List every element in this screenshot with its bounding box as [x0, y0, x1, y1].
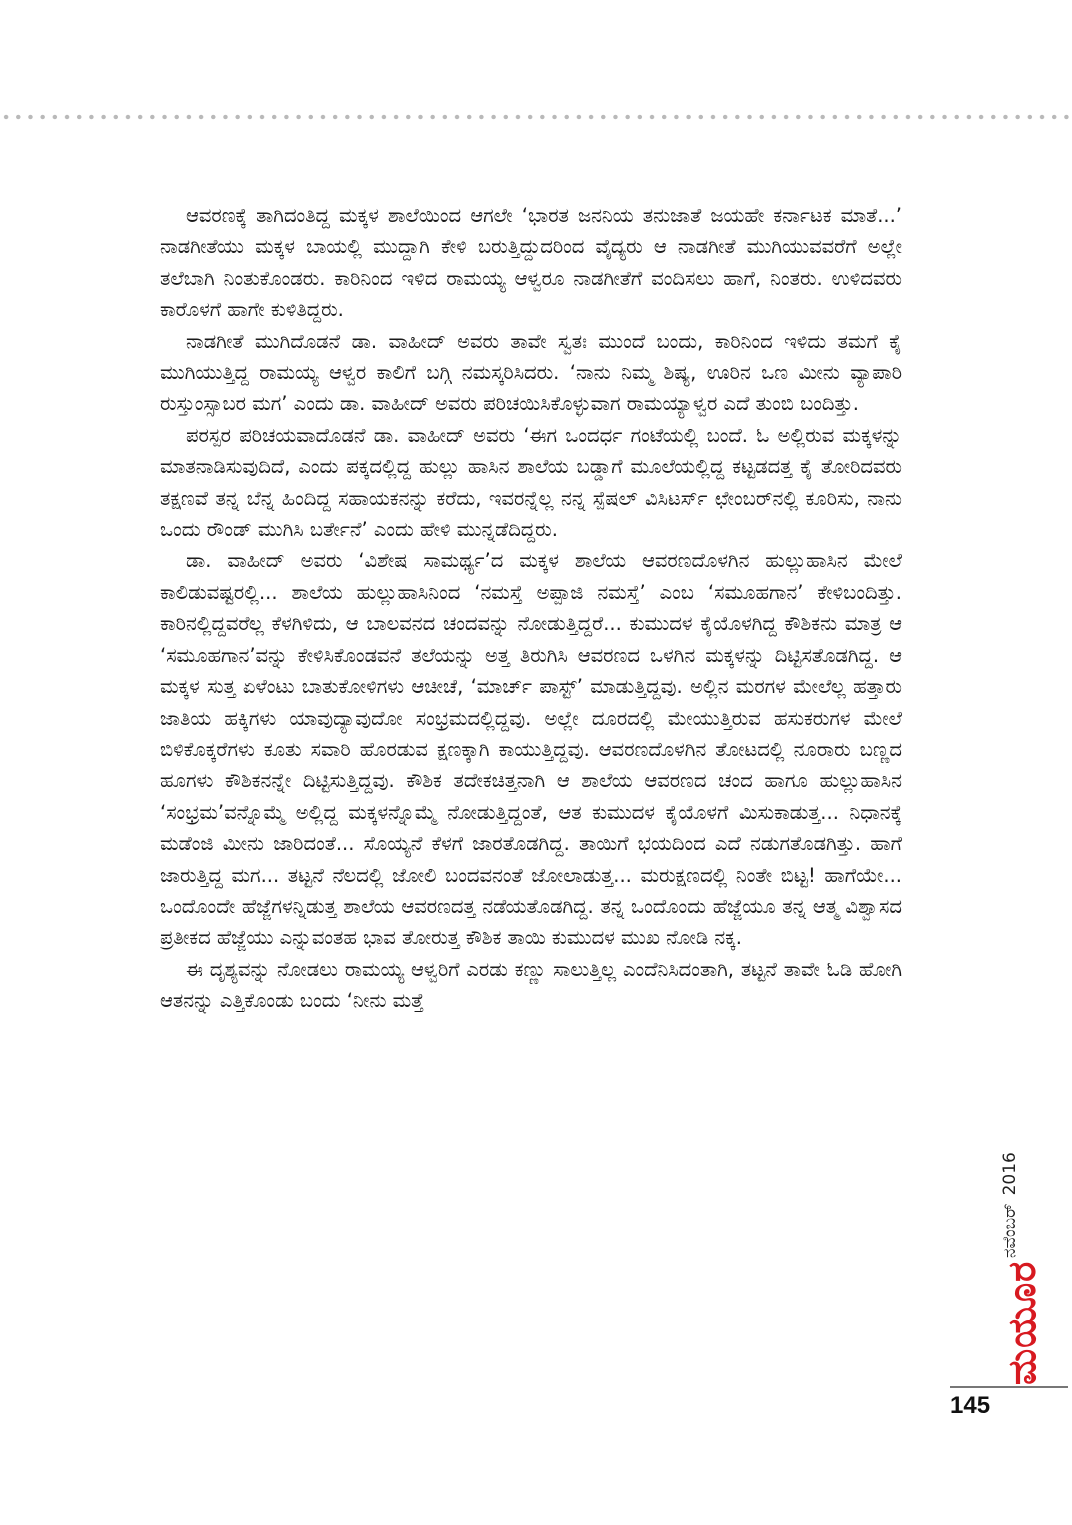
paragraph: ಪರಸ್ಪರ ಪರಿಚಯವಾದೊಡನೆ ಡಾ. ವಾಹೀದ್ ಅವರು ‘ಈಗ ಒಂದರ್ಧ ಗಂಟೆಯಲ್ಲಿ ಬಂದೆ. ಓ ಅಲ್ಲಿರುವ ಮಕ್ಕಳನ್ನು ಮಾತನಾಡಿಸುವುದಿದೆ, ಎಂದು ಪಕ್ಕದಲ್ಲಿದ್ದ ಹುಲ್ಲು ಹಾಸಿನ ಶಾಲೆಯ ಬಡ್ಡಾಗೆ ಮೂಲೆಯಲ್ಲಿದ್ದ ಕಟ್ಟಡದತ್ತ ಕೈ ತೋರಿದವರು ತಕ್ಷಣವೆ ತನ್ನ ಬೆನ್ನ ಹಿಂದಿದ್ದ ಸಹಾಯಕನನ್ನು ಕರೆದು, ಇವರನ್ನೆಲ್ಲ ನನ್ನ ಸ್ಪೆಷಲ್ ವಿಸಿಟರ್ಸ್ ಛೇಂಬರ್‌ನಲ್ಲಿ ಕೂರಿಸು, ನಾನು ಒಂದು ರೌಂಡ್ ಮುಗಿಸಿ ಬರ್ತೇನೆ’ ಎಂದು ಹೇಳಿ ಮುನ್ನಡೆದಿದ್ದರು. — [160, 423, 902, 542]
magazine-logo: ಮಯೂರ — [1000, 1260, 1044, 1385]
paragraph: ಡಾ. ವಾಹೀದ್ ಅವರು ‘ವಿಶೇಷ ಸಾಮರ್ಥ್ಯ’ದ ಮಕ್ಕಳ ಶಾಲೆಯ ಆವರಣದೊಳಗಿನ ಹುಲ್ಲುಹಾಸಿನ ಮೇಲೆ ಕಾಲಿಡುವಷ್ಟರಲ್ಲಿ... ಶಾಲೆಯ ಹುಲ್ಲುಹಾಸಿನಿಂದ ‘ನಮಸ್ತೆ ಅಪ್ಪಾಜಿ ನಮಸ್ತೆ’ ಎಂಬ ‘ಸಮೂಹಗಾನ’ ಕೇಳಿಬಂದಿತ್ತು. ಕಾರಿನಲ್ಲಿದ್ದವರೆಲ್ಲ ಕೆಳಗಿಳಿದು, ಆ ಬಾಲವನದ ಚಂದವನ್ನು ನೋಡುತ್ತಿದ್ದರೆ... ಕುಮುದಳ ಕೈಯೊಳಗಿದ್ದ ಕೌಶಿಕನು ಮಾತ್ರ ಆ ‘ಸಮೂಹಗಾನ’ವನ್ನು ಕೇಳಿಸಿಕೊಂಡವನೆ ತಲೆಯನ್ನು ಅತ್ತ ತಿರುಗಿಸಿ ಆವರಣದ ಒಳಗಿನ ಮಕ್ಕಳನ್ನು ದಿಟ್ಟಿಸತೊಡಗಿದ್ದ. ಆ ಮಕ್ಕಳ ಸುತ್ತ ಏಳೆಂಟು ಬಾತುಕೋಳಿಗಳು ಆಚೀಚೆ, ‘ಮಾರ್ಚ್ ಪಾಸ್ಟ್’ ಮಾಡುತ್ತಿದ್ದವು. ಅಲ್ಲಿನ ಮರಗಳ ಮೇಲೆಲ್ಲ ಹತ್ತಾರು ಜಾತಿಯ ಹಕ್ಕಿಗಳು ಯಾವುದ್ಯಾವುದೋ ಸಂಭ್ರಮದಲ್ಲಿದ್ದವು. ಅಲ್ಲೇ ದೂರದಲ್ಲಿ ಮೇಯುತ್ತಿರುವ ಹಸುಕರುಗಳ ಮೇಲೆ ಬಿಳಿಕೊಕ್ಕರೆಗಳು ಕೂತು ಸವಾರಿ ಹೊರಡುವ ಕ್ಷಣಕ್ಕಾಗಿ ಕಾಯುತ್ತಿದ್ದವು. ಆವರಣದೊಳಗಿನ ತೋಟದಲ್ಲಿ ನೂರಾರು ಬಣ್ಣದ ಹೂಗಳು ಕೌಶಿಕನನ್ನೇ ದಿಟ್ಟಿಸುತ್ತಿದ್ದವು. ಕೌಶಿಕ ತದೇಕಚಿತ್ತನಾಗಿ ಆ ಶಾಲೆಯ ಆವರಣದ ಚಂದ ಹಾಗೂ ಹುಲ್ಲುಹಾಸಿನ ‘ಸಂಭ್ರಮ’ವನ್ನೊಮ್ಮೆ ಅಲ್ಲಿದ್ದ ಮಕ್ಕಳನ್ನೊಮ್ಮೆ ನೋಡುತ್ತಿದ್ದಂತೆ, ಆತ ಕುಮುದಳ ಕೈಯೊಳಗೆ ಮಿಸುಕಾಡುತ್ತ... ನಿಧಾನಕ್ಕೆ ಮಡೆಂಜಿ ಮೀನು ಜಾರಿದಂತೆ... ಸೊಯ್ಯನೆ ಕೆಳಗೆ ಜಾರತೊಡಗಿದ್ದ. ತಾಯಿಗೆ ಭಯದಿಂದ ಎದೆ ನಡುಗತೊಡಗಿತ್ತು. ಹಾಗೆ ಜಾರುತ್ತಿದ್ದ ಮಗ... ತಟ್ಟನೆ ನೆಲದಲ್ಲಿ ಜೋಲಿ ಬಂದವನಂತೆ ಜೋಲಾಡುತ್ತ... ಮರುಕ್ಷಣದಲ್ಲಿ ನಿಂತೇ ಬಿಟ್ಟ! ಹಾಗೆಯೇ... ಒಂದೊಂದೇ ಹೆಜ್ಜೆಗಳನ್ನಿಡುತ್ತ ಶಾಲೆಯ ಆವರಣದತ್ತ ನಡೆಯತೊಡಗಿದ್ದ. ತನ್ನ ಒಂದೊಂದು ಹೆಜ್ಜೆಯೂ ತನ್ನ ಆತ್ಮ ವಿಶ್ವಾಸದ ಪ್ರತೀಕದ ಹೆಜ್ಜೆಯು ಎನ್ನುವಂತಹ ಭಾವ ತೋರುತ್ತ ಕೌಶಿಕ ತಾಯಿ ಕುಮುದಳ ಮುಖ ನೋಡಿ ನಕ್ಕ. — [160, 549, 902, 950]
issue-month: ನವೆಂಬರ್ — [1000, 1203, 1020, 1258]
issue-date — [1000, 1152, 1020, 1258]
dotted-header-rule — [0, 113, 1072, 121]
article-body — [160, 200, 902, 1017]
page-number: 145 — [950, 1392, 991, 1419]
paragraph: ನಾಡಗೀತೆ ಮುಗಿದೊಡನೆ ಡಾ. ವಾಹೀದ್ ಅವರು ತಾವೇ ಸ್ವತಃ ಮುಂದೆ ಬಂದು, ಕಾರಿನಿಂದ ಇಳಿದು ತಮಗೆ ಕೈ ಮುಗಿಯುತ್ತಿದ್ದ ರಾಮಯ್ಯ ಆಳ್ವರ ಕಾಲಿಗೆ ಬಗ್ಗಿ ನಮಸ್ಕರಿಸಿದರು. ‘ನಾನು ನಿಮ್ಮ ಶಿಷ್ಯ, ಊರಿನ ಒಣ ಮೀನು ವ್ಯಾಪಾರಿ ರುಸ್ತುಂಸ್ಸಾಬರ ಮಗ’ ಎಂದು ಡಾ. ವಾಹೀದ್ ಅವರು ಪರಿಚಯಿಸಿಕೊಳ್ಳುವಾಗ ರಾಮಯ್ಯಾಳ್ವರ ಎದೆ ತುಂಬಿ ಬಂದಿತ್ತು. — [160, 329, 902, 416]
paragraph: ಆವರಣಕ್ಕೆ ತಾಗಿದಂತಿದ್ದ ಮಕ್ಕಳ ಶಾಲೆಯಿಂದ ಆಗಲೇ ‘ಭಾರತ ಜನನಿಯ ತನುಜಾತೆ ಜಯಹೇ ಕರ್ನಾಟಕ ಮಾತೆ...’ ನಾಡಗೀತೆಯು ಮಕ್ಕಳ ಬಾಯಲ್ಲಿ ಮುದ್ದಾಗಿ ಕೇಳಿ ಬರುತ್ತಿದ್ದುದರಿಂದ ವೈದ್ಯರು ಆ ನಾಡಗೀತೆ ಮುಗಿಯುವವರೆಗೆ ಅಲ್ಲೇ ತಲೆಬಾಗಿ ನಿಂತುಕೊಂಡರು. ಕಾರಿನಿಂದ ಇಳಿದ ರಾಮಯ್ಯ ಆಳ್ವರೂ ನಾಡಗೀತೆಗೆ ವಂದಿಸಲು ಹಾಗೆ, ನಿಂತರು. ಉಳಿದವರು ಕಾರೊಳಗೆ ಹಾಗೇ ಕುಳಿತಿದ್ದರು. — [160, 204, 902, 322]
paragraph: ಈ ದೃಶ್ಯವನ್ನು ನೋಡಲು ರಾಮಯ್ಯ ಆಳ್ವರಿಗೆ ಎರಡು ಕಣ್ಣು ಸಾಲುತ್ತಿಲ್ಲ ಎಂದೆನಿಸಿದಂತಾಗಿ, ತಟ್ಟನೆ ತಾವೇ ಓಡಿ ಹೋಗಿ ಆತನನ್ನು ಎತ್ತಿಕೊಂಡು ಬಂದು ‘ನೀನು ಮತ್ತೆ — [160, 957, 902, 1013]
page-number-rule — [950, 1386, 1068, 1388]
issue-year: 2016 — [1000, 1152, 1020, 1196]
